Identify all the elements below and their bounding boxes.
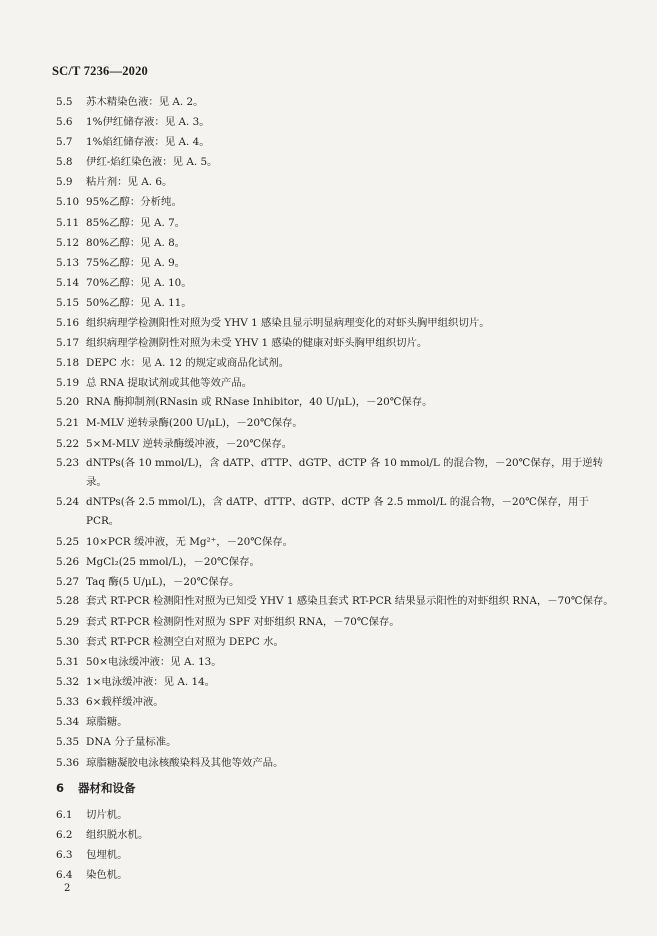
item-number: 5.13 [56, 256, 80, 269]
item-number: 5.32 [56, 676, 80, 689]
list-item [56, 632, 616, 652]
list-item [56, 592, 616, 612]
item-text: 总 RNA 提取试剂或其他等效产品。 [86, 377, 253, 390]
list-item [56, 92, 616, 112]
item-number: 5.31 [56, 656, 80, 669]
item-number: 5.35 [56, 736, 80, 749]
list-item [56, 753, 616, 773]
list-item [56, 333, 616, 353]
item-text: 套式 RT-PCR 检测阳性对照为已知受 YHV 1 感染且套式 RT-PCR 结果显示阳性的对虾组织 RNA，－70℃保存。 [86, 594, 614, 607]
item-number: 5.36 [56, 756, 80, 769]
item-number: 5.16 [56, 317, 80, 330]
item-number: 5.15 [56, 296, 80, 309]
item-text: 切片机。 [86, 809, 128, 821]
list-item [56, 293, 616, 313]
item-number: 6.1 [56, 809, 73, 821]
list-item [56, 532, 616, 552]
item-number: 5.26 [56, 555, 80, 568]
item-number: 6.2 [56, 829, 73, 842]
item-number: 5.22 [56, 437, 80, 450]
item-text: 组织病理学检测阳性对照为受 YHV 1 感染且显示明显病理变化的对虾头胸甲组织切片。 [86, 317, 490, 330]
list-item [56, 712, 616, 732]
item-number: 5.14 [56, 276, 80, 289]
item-text: 75%乙醇：见 A. 9。 [86, 256, 186, 269]
section-title: 器材和设备 [78, 781, 136, 795]
list-item [56, 572, 616, 592]
list-item [56, 612, 616, 632]
item-number: 5.23 [56, 456, 80, 469]
item-number: 5.27 [56, 575, 80, 588]
list-item [56, 192, 616, 212]
item-text: MgCl₂(25 mmol/L)，－20℃保存。 [86, 555, 260, 568]
list-item [56, 732, 616, 752]
item-text: 50×电泳缓冲液：见 A. 13。 [86, 656, 222, 669]
item-number: 5.28 [56, 594, 80, 607]
item-text: 1×电泳缓冲液：见 A. 14。 [86, 676, 216, 689]
list-item [56, 552, 616, 572]
page-number: 2 [64, 883, 71, 894]
list-item [56, 865, 616, 885]
list-item [56, 353, 616, 373]
item-number: 6.4 [56, 869, 73, 882]
list-item [56, 692, 616, 712]
item-text: RNA 酶抑制剂(RNasin 或 RNase Inhibitor，40 U/μL)，－20℃保存。 [86, 396, 433, 409]
item-number: 5.6 [56, 116, 73, 129]
item-text: 套式 RT-PCR 检测阴性对照为 SPF 对虾组织 RNA，－70℃保存。 [86, 615, 400, 628]
item-number: 5.29 [56, 615, 80, 628]
list-item [56, 253, 616, 273]
list-item [56, 273, 616, 293]
item-text: 染色机。 [86, 869, 128, 882]
list-item [56, 233, 616, 253]
list-item [56, 373, 616, 393]
list-item [56, 172, 616, 192]
list-item [56, 112, 616, 132]
item-number: 5.34 [56, 716, 80, 729]
list-item [56, 132, 616, 152]
section-6-heading [56, 780, 136, 796]
item-text: Taq 酶(5 U/μL)，－20℃保存。 [86, 575, 240, 588]
item-text: dNTPs(各 2.5 mmol/L)，含 dATP、dTTP、dGTP、dCTP 各 2.5 mmol/L 的混合物，－20℃保存，用于 PCR。 [86, 495, 589, 527]
item-number: 5.10 [56, 196, 80, 209]
item-number: 5.5 [56, 96, 73, 108]
list-item [56, 493, 616, 532]
list-item [56, 413, 616, 433]
equipment-list [56, 805, 616, 885]
standard-code-header: SC/T 7236—2020 [52, 64, 148, 78]
item-text: 套式 RT-PCR 检测空白对照为 DEPC 水。 [86, 635, 284, 648]
list-item [56, 845, 616, 865]
item-text: 包埋机。 [86, 849, 128, 862]
list-item [56, 805, 616, 825]
item-number: 5.33 [56, 696, 80, 709]
item-text: dNTPs(各 10 mmol/L)，含 dATP、dTTP、dGTP、dCTP 各 10 mmol/L 的混合物，－20℃保存，用于逆转录。 [86, 456, 604, 488]
item-number: 5.21 [56, 417, 80, 430]
item-text: 85%乙醇：见 A. 7。 [86, 216, 186, 229]
list-item [56, 393, 616, 413]
item-text: 80%乙醇：见 A. 8。 [86, 236, 186, 249]
item-number: 5.9 [56, 176, 73, 189]
item-text: 1%焰红储存液：见 A. 4。 [86, 136, 210, 149]
item-number: 5.19 [56, 377, 80, 390]
item-text: 粘片剂：见 A. 6。 [86, 176, 173, 189]
item-number: 5.8 [56, 156, 73, 169]
item-number: 5.7 [56, 136, 73, 149]
item-number: 5.25 [56, 535, 80, 548]
item-text: 苏木精染色液：见 A. 2。 [86, 96, 204, 108]
list-item [56, 434, 616, 454]
item-text: M-MLV 逆转录酶(200 U/μL)，－20℃保存。 [86, 417, 303, 430]
list-item [56, 825, 616, 845]
item-number: 5.11 [56, 216, 80, 229]
list-item [56, 313, 616, 333]
list-item [56, 672, 616, 692]
item-number: 5.12 [56, 236, 80, 249]
item-number: 5.20 [56, 396, 80, 409]
item-text: 琼脂糖凝胶电泳核酸染料及其他等效产品。 [86, 756, 284, 769]
item-text: 10×PCR 缓冲液，无 Mg²⁺，－20℃保存。 [86, 535, 293, 548]
list-item [56, 652, 616, 672]
section-number: 6 [56, 781, 65, 795]
item-text: DNA 分子量标准。 [86, 736, 177, 749]
list-item [56, 454, 616, 493]
item-number: 5.30 [56, 635, 80, 648]
item-text: 70%乙醇：见 A. 10。 [86, 276, 192, 289]
item-text: 6×载样缓冲液。 [86, 696, 164, 709]
item-text: 琼脂糖。 [86, 716, 128, 729]
item-number: 5.24 [56, 495, 80, 508]
item-text: DEPC 水：见 A. 12 的规定或商品化试剂。 [86, 357, 290, 370]
item-text: 伊红-焰红染色液：见 A. 5。 [86, 156, 218, 169]
item-text: 50%乙醇：见 A. 11。 [86, 296, 192, 309]
list-item [56, 213, 616, 233]
item-number: 5.17 [56, 337, 80, 350]
item-number: 6.3 [56, 849, 73, 862]
reagent-list [56, 92, 616, 773]
item-text: 95%乙醇：分析纯。 [86, 196, 182, 209]
item-text: 5×M-MLV 逆转录酶缓冲液，－20℃保存。 [86, 437, 293, 450]
item-text: 组织脱水机。 [86, 829, 149, 842]
item-text: 组织病理学检测阴性对照为未受 YHV 1 感染的健康对虾头胸甲组织切片。 [86, 337, 428, 350]
item-number: 5.18 [56, 357, 80, 370]
list-item [56, 152, 616, 172]
item-text: 1%伊红储存液：见 A. 3。 [86, 116, 210, 129]
